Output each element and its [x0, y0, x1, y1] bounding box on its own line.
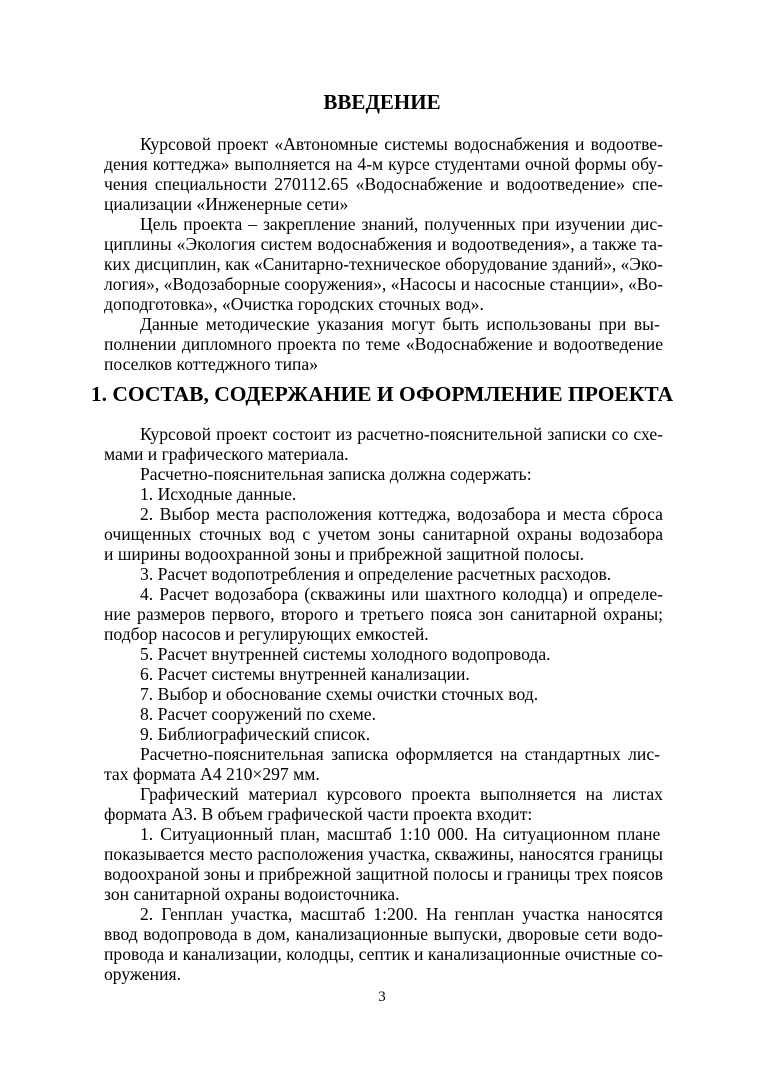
paragraph-line: Расчетно-пояснительная записка должна содержать:	[140, 464, 532, 484]
list-item: 4. Расчет водозабора (скважины или шахтного колодца) и определе-	[140, 584, 664, 604]
paragraph-line: водоохраной зоны и прибрежной защитной полосы и границы трех поясов	[104, 864, 663, 884]
paragraph-line: провода и канализации, колодцы, септик и канализационные очистные со-	[104, 944, 664, 964]
paragraph-line: циплины «Экология систем водоснабжения и водоотведения», а также та-	[104, 234, 663, 254]
list-item: 1. Ситуационный план, масштаб 1:10 000. На ситуационном плане	[140, 824, 661, 844]
paragraph-line: Цель проекта – закрепление знаний, полученных при изучении дис-	[140, 214, 663, 234]
paragraph-line: подбор насосов и регулирующих емкостей.	[104, 624, 429, 644]
list-item: 7. Выбор и обоснование схемы очистки сточных вод.	[140, 684, 539, 704]
paragraph-line: Данные методические указания могут быть использованы при вы-	[140, 314, 660, 334]
list-item: 2. Выбор места расположения коттеджа, водозабора и места сброса	[140, 504, 663, 524]
paragraph-line: чения специальности 270112.65 «Водоснабжение и водоотведение» спе-	[104, 174, 664, 194]
paragraph-line: Графический материал курсового проекта выполняется на листах	[140, 784, 663, 804]
paragraph-line: дения коттеджа» выполняется на 4-м курсе студентами очной формы обу-	[104, 154, 664, 174]
list-item: 9. Библиографический список.	[140, 724, 371, 744]
paragraph-line: Расчетно-пояснительная записка оформляется на стандартных лис-	[140, 744, 661, 764]
paragraph-line: оружения.	[104, 964, 181, 984]
list-item: 1. Исходные данные.	[140, 484, 297, 504]
paragraph-line: ких дисциплин, как «Санитарно-техническое оборудование зданий», «Эко-	[104, 254, 663, 274]
paragraph-line: показывается место расположения участка, скважины, наносятся границы	[104, 844, 663, 864]
paragraph-line: Курсовой проект состоит из расчетно-пояснительной записки со схе-	[140, 424, 664, 444]
paragraph-line: и ширины водоохранной зоны и прибрежной защитной полосы.	[104, 544, 584, 564]
paragraph-line: Курсовой проект «Автономные системы водоснабжения и водоотве-	[140, 134, 663, 154]
paragraph-line: полнении дипломного проекта по теме «Водоснабжение и водоотведение	[104, 334, 664, 354]
paragraph-line: циализации «Инженерные сети»	[104, 194, 349, 214]
paragraph-line: мами и графического материала.	[104, 444, 349, 464]
intro-heading: ВВЕДЕНИЕ	[323, 90, 441, 114]
paragraph-line: ввод водопровода в дом, канализационные выпуски, дворовые сети водо-	[104, 924, 664, 944]
paragraph-line: ние размеров первого, второго и третьего пояса зон санитарной охраны;	[104, 604, 664, 624]
page-number: 3	[378, 989, 386, 1005]
paragraph-line: формата А3. В объем графической части проекта входит:	[104, 804, 533, 824]
paragraph-line: зон санитарной охраны водоисточника.	[104, 884, 400, 904]
list-item: 6. Расчет системы внутренней канализации.	[140, 664, 470, 684]
list-item: 5. Расчет внутренней системы холодного водопровода.	[140, 644, 551, 664]
list-item: 3. Расчет водопотребления и определение расчетных расходов.	[140, 564, 612, 584]
paragraph-line: доподготовка», «Очистка городских сточных вод».	[104, 294, 484, 314]
section-heading: 1. СОСТАВ, СОДЕРЖАНИЕ И ОФОРМЛЕНИЕ ПРОЕКТА	[90, 382, 674, 406]
paragraph-line: очищенных сточных вод с учетом зоны санитарной охраны водозабора	[104, 524, 664, 544]
list-item: 2. Генплан участка, масштаб 1:200. На генплан участка наносятся	[140, 904, 663, 924]
paragraph-line: тах формата А4 210×297 мм.	[104, 764, 320, 784]
paragraph-line: логия», «Водозаборные сооружения», «Насосы и насосные станции», «Во-	[104, 274, 663, 294]
list-item: 8. Расчет сооружений по схеме.	[140, 704, 376, 724]
paragraph-line: поселков коттеджного типа»	[104, 354, 319, 374]
